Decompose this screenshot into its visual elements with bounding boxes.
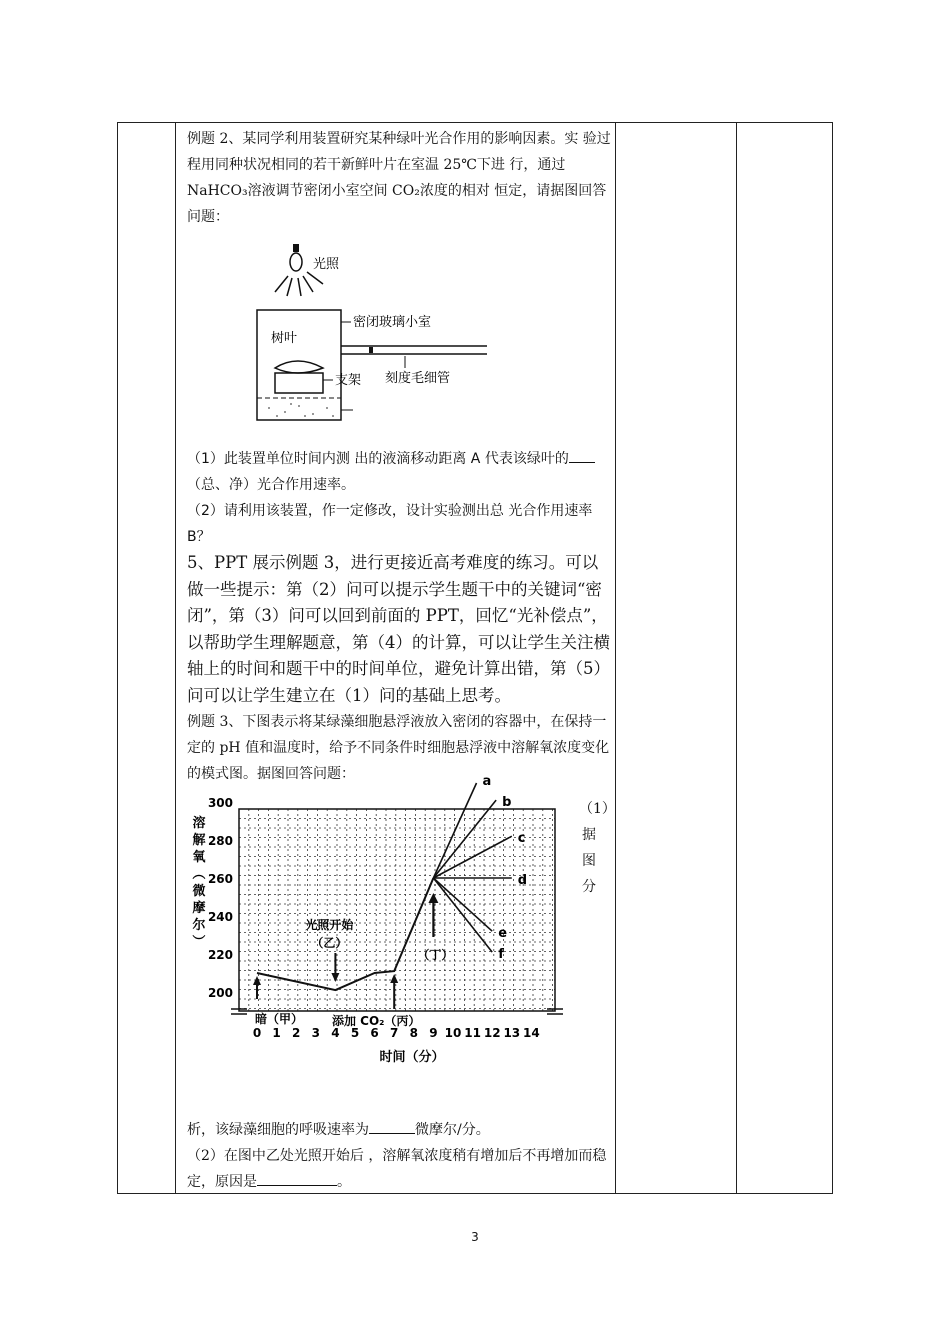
label-light: 光照 bbox=[313, 257, 340, 272]
series-label-c: c bbox=[517, 831, 526, 847]
series-c bbox=[433, 836, 511, 878]
label-capillary: 刻度毛细管 bbox=[385, 371, 451, 386]
arrow-dark-head bbox=[253, 976, 261, 985]
y-axis-label: 尔 bbox=[192, 918, 206, 933]
answer-blank[interactable] bbox=[257, 1185, 337, 1186]
q1-text-post: （总、净）光合作用速率。 bbox=[187, 477, 355, 493]
column-divider bbox=[175, 123, 176, 1193]
example3-q1-cont bbox=[187, 1117, 611, 1143]
oxygen-chart bbox=[187, 774, 579, 1117]
example3-paragraph: 例题 3、下图表示将某绿藻细胞悬浮液放入密闭的容器中，在保持一定的 pH 值和温度时，给予不同条件时细胞悬浮液中溶解氧浓度变化的模式图。据图回答问题： bbox=[187, 714, 610, 782]
x-tick-label: 9 bbox=[429, 1026, 438, 1040]
example2-q1 bbox=[187, 446, 611, 498]
x-tick-label: 14 bbox=[523, 1026, 540, 1040]
annotation-light: 光照开始 bbox=[305, 918, 354, 932]
q1cont-post: 微摩尔/分。 bbox=[415, 1122, 490, 1138]
leaf-icon bbox=[275, 361, 323, 373]
example2-q2: （2）请利用该装置，作一定修改，设计实验测出总 光合作用速率 B？ bbox=[187, 503, 593, 545]
column-divider bbox=[736, 123, 737, 1193]
answer-blank[interactable] bbox=[369, 1133, 415, 1134]
x-tick-label: 7 bbox=[390, 1026, 399, 1040]
y-tick-label: 240 bbox=[207, 910, 233, 924]
series-e bbox=[433, 878, 492, 931]
q2-post: 。 bbox=[337, 1174, 351, 1190]
q1-text-pre: （1）此装置单位时间内测 出的液滴移动距离 A 代表该绿叶的 bbox=[187, 451, 569, 467]
y-axis-label: （ bbox=[190, 866, 205, 880]
label-chamber: 密闭玻璃小室 bbox=[353, 315, 432, 330]
step5-paragraph: 5、PPT 展示例题 3，进行更接近高考难度的练习。可以做一些提示：第（2）问可以提示学生题干中的关键词“密闭”，第（3）问可以回到前面的 PPT，回忆“光补偿点”，以帮助学生理解题意，第（4）的计算，可以让学生关注横轴上的时间和题干中的时间单位，避免计算出错，第（5）问可以让学生建立在（1）问的基础上思考。 bbox=[187, 553, 610, 705]
y-tick-label: 300 bbox=[207, 796, 233, 810]
x-tick-label: 11 bbox=[464, 1026, 481, 1040]
q1cont-pre: 析，该绿藻细胞的呼吸速率为 bbox=[187, 1122, 369, 1138]
label-stand: 支架 bbox=[335, 373, 362, 388]
annotation-light-sub: （乙） bbox=[311, 936, 348, 950]
answer-blank[interactable] bbox=[569, 462, 595, 463]
example3-q2 bbox=[187, 1143, 611, 1195]
series-label-f: f bbox=[498, 947, 504, 963]
x-tick-label: 13 bbox=[503, 1026, 521, 1040]
arrow-light-head bbox=[331, 973, 339, 982]
x-tick-label: 1 bbox=[272, 1026, 281, 1040]
y-axis-label: 摩 bbox=[192, 901, 206, 916]
label-leaf: 树叶 bbox=[271, 331, 298, 346]
y-axis-label: ） bbox=[190, 934, 205, 948]
page-number: 3 bbox=[471, 1230, 479, 1244]
example2-paragraph: 例题 2、某同学利用装置研究某种绿叶光合作用的影响因素。实 验过程用同种状况相同的若干新鲜叶片在室温 25℃下进 行，通过 NaHCO₃溶液调节密闭小室空间 CO₂浓度的相对 恒定，请据图回答问题： bbox=[187, 131, 611, 225]
x-tick-label: 10 bbox=[444, 1026, 462, 1040]
annotation-co2: 添加 CO₂（丙） bbox=[331, 1014, 421, 1028]
x-tick-label: 4 bbox=[331, 1026, 340, 1040]
x-tick-label: 2 bbox=[292, 1026, 301, 1040]
annotation-dark: 暗（甲） bbox=[254, 1012, 304, 1026]
series-label-e: e bbox=[498, 926, 508, 942]
arrow-co2-head bbox=[390, 974, 398, 983]
x-tick-label: 5 bbox=[350, 1026, 360, 1040]
y-axis-label: 氧 bbox=[192, 850, 206, 865]
x-tick-label: 6 bbox=[370, 1026, 379, 1040]
x-tick-label: 0 bbox=[252, 1026, 262, 1040]
y-tick-label: 200 bbox=[207, 986, 233, 1000]
y-axis-label: 微 bbox=[192, 884, 206, 899]
series-label-a: a bbox=[482, 774, 492, 789]
apparatus-diagram bbox=[235, 240, 535, 440]
x-tick-label: 12 bbox=[483, 1026, 501, 1040]
x-tick-label: 8 bbox=[409, 1026, 418, 1040]
q2-pre: （2）在图中乙处光照开始后 ，溶解氧浓度稍有增加后不再增加而稳定，原因是 bbox=[187, 1148, 607, 1190]
series-f bbox=[433, 878, 492, 952]
series-a bbox=[433, 783, 476, 878]
y-tick-label: 220 bbox=[207, 948, 233, 962]
chart-area bbox=[187, 774, 616, 1117]
main-cell bbox=[187, 124, 616, 1195]
y-tick-label: 280 bbox=[207, 834, 233, 848]
stand-block bbox=[275, 373, 323, 393]
series-label-d: d bbox=[517, 873, 528, 888]
y-axis-label: 解 bbox=[192, 833, 206, 848]
y-tick-label: 260 bbox=[207, 872, 233, 886]
x-axis-label: 时间（分） bbox=[379, 1050, 445, 1065]
column-divider bbox=[615, 123, 616, 1193]
series-label-b: b bbox=[502, 795, 512, 811]
annotation-d: （丁） bbox=[417, 948, 454, 962]
x-tick-label: 3 bbox=[311, 1026, 320, 1040]
y-axis-label: 溶 bbox=[192, 816, 206, 831]
side-text: （1）据图分 bbox=[579, 801, 616, 895]
